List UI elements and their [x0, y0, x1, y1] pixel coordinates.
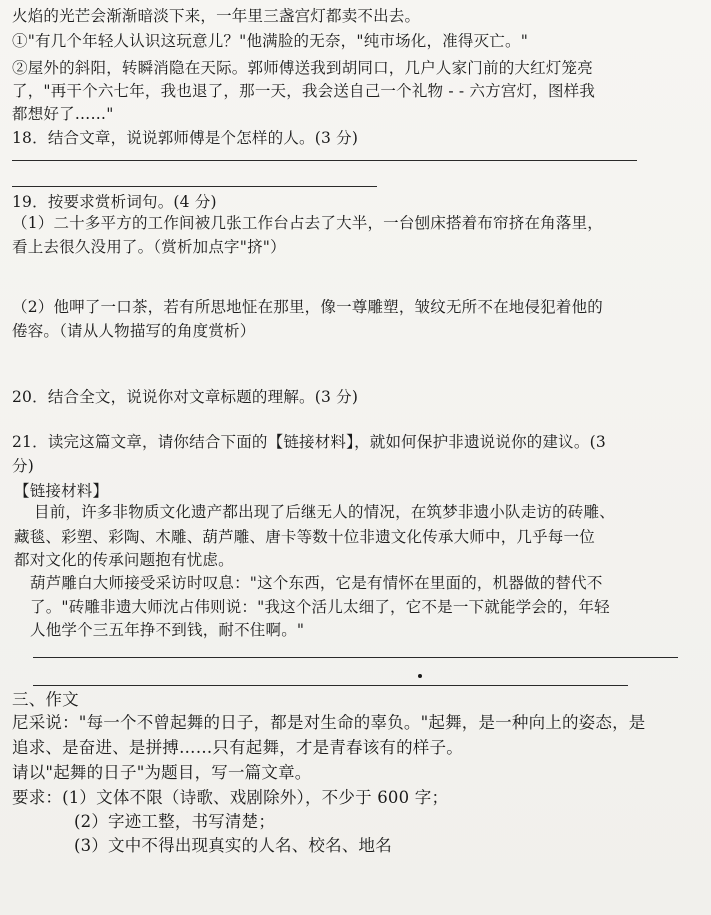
question-19-part1-line2: 看上去很久没用了。（赏析加点字"挤"） — [12, 238, 286, 256]
question-19-part2-line2: 倦容。（请从人物描写的角度赏析） — [12, 322, 256, 340]
question-19-part1-line1: （1）二十多平方的工作间被几张工作台占去了大半，一台刨床搭着布帘挤在角落里， — [12, 214, 603, 232]
material-line-4: 葫芦雕白大师接受采访时叹息："这个东西，它是有情怀在里面的，机器做的替代不 — [30, 574, 603, 592]
material-line-6: 人他学个三五年挣不到钱，耐不住啊。" — [30, 621, 305, 639]
answer-line-18a[interactable] — [12, 160, 637, 161]
material-line-5: 了。"砖雕非遗大师沈占伟则说："我这个活儿太细了，它不是一下就能学会的，年轻 — [30, 598, 610, 616]
essay-prompt-line-3: 请以"起舞的日子"为题目，写一篇文章。 — [12, 763, 312, 782]
passage-line-1: 火焰的光芒会渐渐暗淡下来，一年里三盏宫灯都卖不出去。 — [12, 7, 421, 25]
passage-line-2: ①"有几个年轻人认识这玩意儿？"他满脸的无奈，"纯市场化，准得灭亡。" — [12, 32, 529, 50]
print-speck — [418, 674, 422, 678]
material-line-2: 藏毯、彩塑、彩陶、木雕、葫芦雕、唐卡等数十位非遗文化传承大师中，几乎每一位 — [14, 528, 595, 546]
essay-prompt-line-1: 尼采说："每一个不曾起舞的日子，都是对生命的辜负。"起舞，是一种向上的姿态，是 — [12, 713, 646, 732]
question-18: 18．结合文章，说说郭师傅是个怎样的人。(3 分) — [12, 129, 359, 147]
material-line-1: 目前，许多非物质文化遗产都出现了后继无人的情况，在筑梦非遗小队走访的砖雕、 — [34, 503, 615, 521]
question-21-line2: 分) — [12, 457, 34, 475]
question-20: 20．结合全文，说说你对文章标题的理解。(3 分) — [12, 388, 359, 406]
essay-requirement-3: (3）文中不得出现真实的人名、校名、地名 — [74, 836, 392, 855]
answer-line-21a[interactable] — [33, 657, 678, 658]
material-line-3: 都对文化的传承问题抱有忧虑。 — [14, 551, 234, 569]
passage-line-4: 了，"再干个六七年，我也退了，那一天，我会送自己一个礼物 - - 六方宫灯，图样我 — [12, 82, 596, 100]
essay-heading: 三、作文 — [12, 690, 79, 709]
passage-line-3: ②屋外的斜阳，转瞬消隐在天际。郭师傅送我到胡同口，几户人家门前的大红灯笼亮 — [12, 59, 593, 77]
essay-requirement-1: 要求：(1）文体不限（诗歌、戏剧除外），不少于 600 字； — [12, 788, 449, 807]
essay-prompt-line-2: 追求、是奋进、是拼搏……只有起舞，才是青春该有的样子。 — [12, 738, 463, 757]
essay-requirement-2: (2）字迹工整，书写清楚； — [74, 812, 276, 831]
question-19-title: 19．按要求赏析词句。(4 分) — [12, 193, 217, 211]
material-title: 【链接材料】 — [14, 482, 109, 500]
answer-line-21b[interactable] — [33, 685, 628, 686]
question-21-line1: 21．读完这篇文章，请你结合下面的【链接材料】，就如何保护非遗说说你的建议。(3 — [12, 433, 606, 451]
answer-line-18b[interactable] — [12, 186, 377, 187]
passage-line-5: 都想好了……" — [12, 105, 114, 123]
question-19-part2-line1: （2）他呷了一口茶，若有所思地怔在那里，像一尊雕塑，皱纹无所不在地侵犯着他的 — [12, 298, 603, 316]
